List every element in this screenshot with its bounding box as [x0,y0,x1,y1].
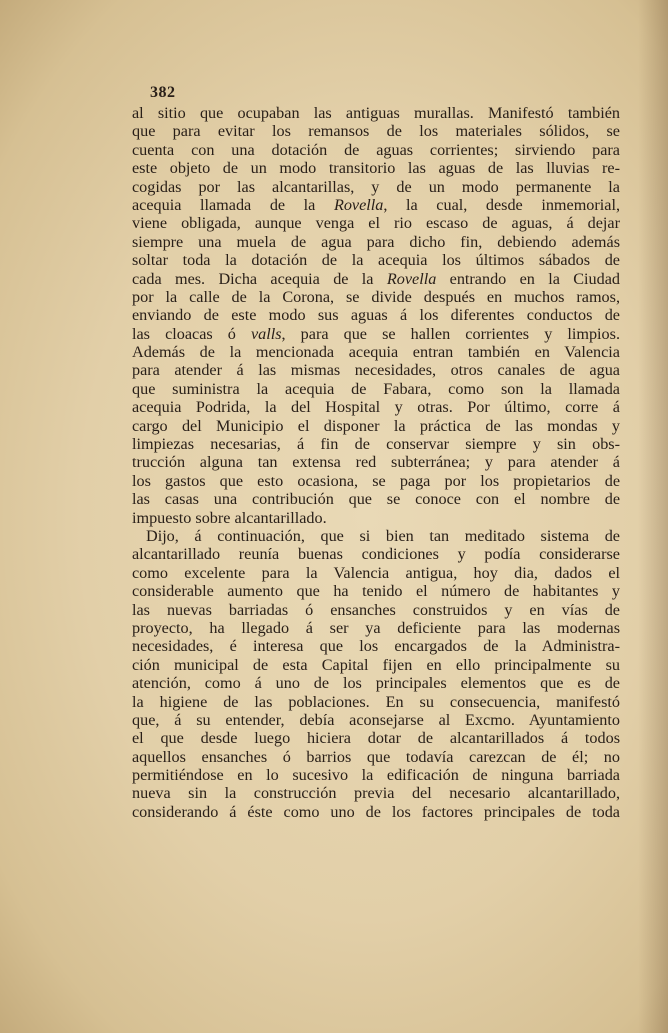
body-text [132,104,620,821]
text-line: cargo del Municipio el disponer la práctica de las mondas y [132,416,620,435]
text-line: Además de la mencionada acequia entran también en Valencia [132,343,620,362]
text-line: las nuevas barriadas ó ensanches construidos y en vías de [132,600,620,619]
text-line: impuesto sobre alcantarillado. [132,508,327,527]
text-line: el que desde luego hiciera dotar de alcantarillados á todos [132,729,620,748]
text-line: al sitio que ocupaban las antiguas murallas. Manifestó también [132,104,620,122]
text-line: proyecto, ha llegado á ser ya deficiente para las modernas [132,618,620,637]
text-line: acequia Podrida, la del Hospital y otras. Por último, corre á [132,398,620,417]
page-number: 382 [150,84,176,101]
italic-term: Rovella [386,269,437,288]
text-line: necesidades, é interesa que los encargados de la Administra- [132,637,620,656]
text-line: como excelente para la Valencia antigua, hoy dia, dados el [132,563,620,582]
text-line: para atender á las mismas necesidades, otros canales de agua [132,361,620,380]
text-line: considerable aumento que ha tenido el número de habitantes y [132,582,620,601]
text-line: cuenta con una dotación de aguas corrientes; sirviendo para [132,140,620,159]
text-line: que suministra la acequia de Fabara, como son la llamada [132,379,620,398]
text-line: que para evitar los remansos de los materiales sólidos, se [132,122,620,141]
text-line: cada mes. Dicha acequia de la Rovella entrando en la Ciudad [132,269,621,288]
text-line: cogidas por las alcantarillas, y de un modo permanente la [132,177,620,196]
text-line: la higiene de las poblaciones. En su consecuencia, manifestó [132,692,620,711]
text-line: ción municipal de esta Capital fijen en ello principalmente su [132,655,620,674]
text-line: las casas una contribución que se conoce con el nombre de [132,490,620,509]
text-line: permitiéndose en lo sucesivo la edificación de ninguna barriada [132,766,620,785]
text-line: atención, como á uno de los principales elementos que es de [132,674,620,693]
text-line: este objeto de un modo transitorio las aguas de las lluvias re- [132,159,620,178]
text-line: limpiezas necesarias, á fin de conservar siempre y sin obs- [132,435,620,454]
page-edge-shadow [638,0,668,1033]
text-line: viene obligada, aunque venga el rio escaso de aguas, á dejar [132,214,620,233]
text-line: nueva sin la construcción previa del necesario alcantarillado, [132,784,620,803]
text-line: aquellos ensanches ó barrios que todavía carezcan de él; no [132,747,620,766]
text-line: los gastos que esto ocasiona, se paga por los propietarios de [132,471,620,490]
italic-term: valls [250,324,282,343]
text-line: que, á su entender, debía aconsejarse al Excmo. Ayuntamiento [132,710,620,729]
text-line: las cloacas ó valls, para que se hallen corrientes y limpios. [132,324,620,343]
text-line: soltar toda la dotación de la acequia los últimos sábados de [132,251,620,270]
text-line: trucción alguna tan extensa red subterránea; y para atender á [132,453,620,472]
text-line: alcantarillado reunía buenas condiciones y podía considerarse [132,545,620,564]
text-line: acequia llamada de la Rovella, la cual, desde inmemorial, [132,195,620,214]
text-line: por la calle de la Corona, se divide después en muchos ramos, [132,287,620,306]
text-line: considerando á éste como uno de los factores principales de toda [132,802,620,821]
italic-term: Rovella [333,195,384,214]
text-line: enviando de este modo sus aguas á los diferentes conductos de [132,306,620,325]
text-line: siempre una muela de agua para dicho fin, debiendo además [132,232,620,251]
text-line: Dijo, á continuación, que si bien tan meditado sistema de [146,526,620,545]
